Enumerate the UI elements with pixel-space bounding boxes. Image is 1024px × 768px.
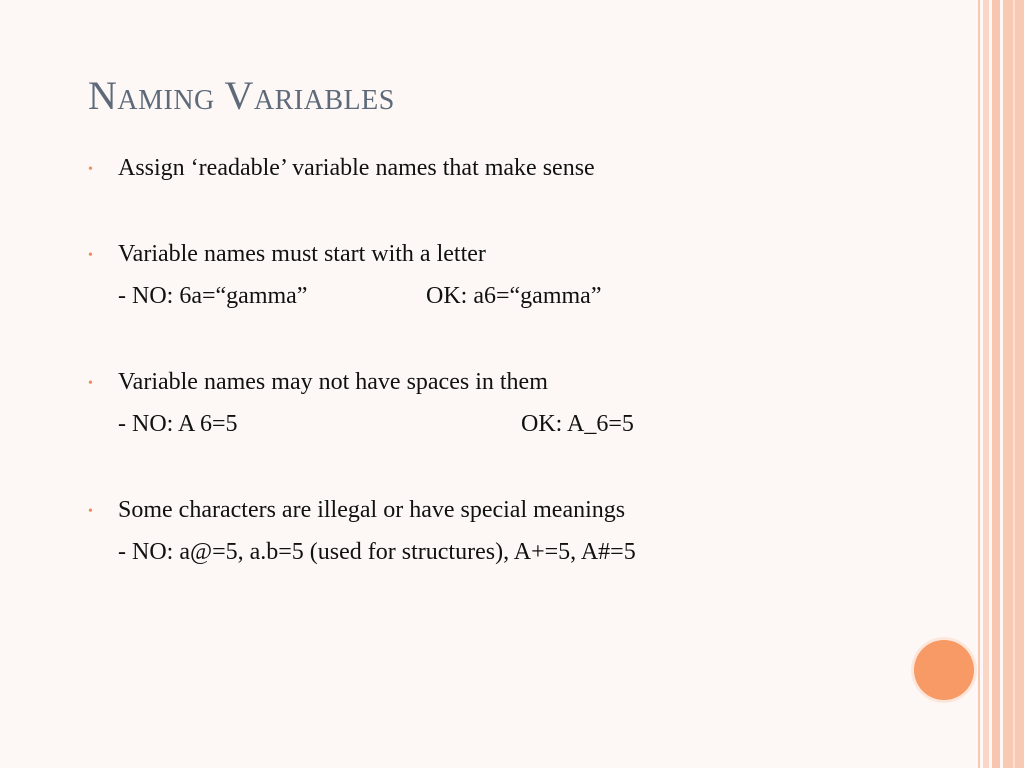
bullet-text: Assign ‘readable’ variable names that make sense <box>118 155 595 181</box>
decorative-stripe <box>978 0 980 768</box>
decorative-stripe <box>992 0 1000 768</box>
slide-body <box>88 150 948 576</box>
example-row <box>88 278 948 320</box>
bullet-item <box>88 150 948 192</box>
good-example: OK: A_6=5 <box>521 411 634 437</box>
slide-title: Naming Variables <box>88 73 395 118</box>
decorative-stripe <box>983 0 989 768</box>
bullet-icon: • <box>88 376 93 391</box>
good-example: OK: a6=“gamma” <box>426 283 602 309</box>
bad-example: - NO: a@=5, a.b=5 (used for structures), A+=5, A#=5 <box>118 539 636 565</box>
bad-example: - NO: A 6=5 <box>118 411 238 437</box>
decorative-stripe <box>1013 0 1015 768</box>
example-row <box>88 534 948 576</box>
bullet-text: Some characters are illegal or have special meanings <box>118 497 626 523</box>
bullet-item <box>88 236 948 278</box>
bullet-icon: • <box>88 162 93 177</box>
bullet-icon: • <box>88 248 93 263</box>
bullet-item <box>88 492 948 534</box>
example-row <box>88 406 948 448</box>
accent-dot <box>914 640 974 700</box>
bullet-text: Variable names must start with a letter <box>118 241 486 267</box>
bullet-icon: • <box>88 504 93 519</box>
bullet-text: Variable names may not have spaces in them <box>118 369 548 395</box>
bad-example: - NO: 6a=“gamma” <box>118 283 308 309</box>
bullet-item <box>88 364 948 406</box>
